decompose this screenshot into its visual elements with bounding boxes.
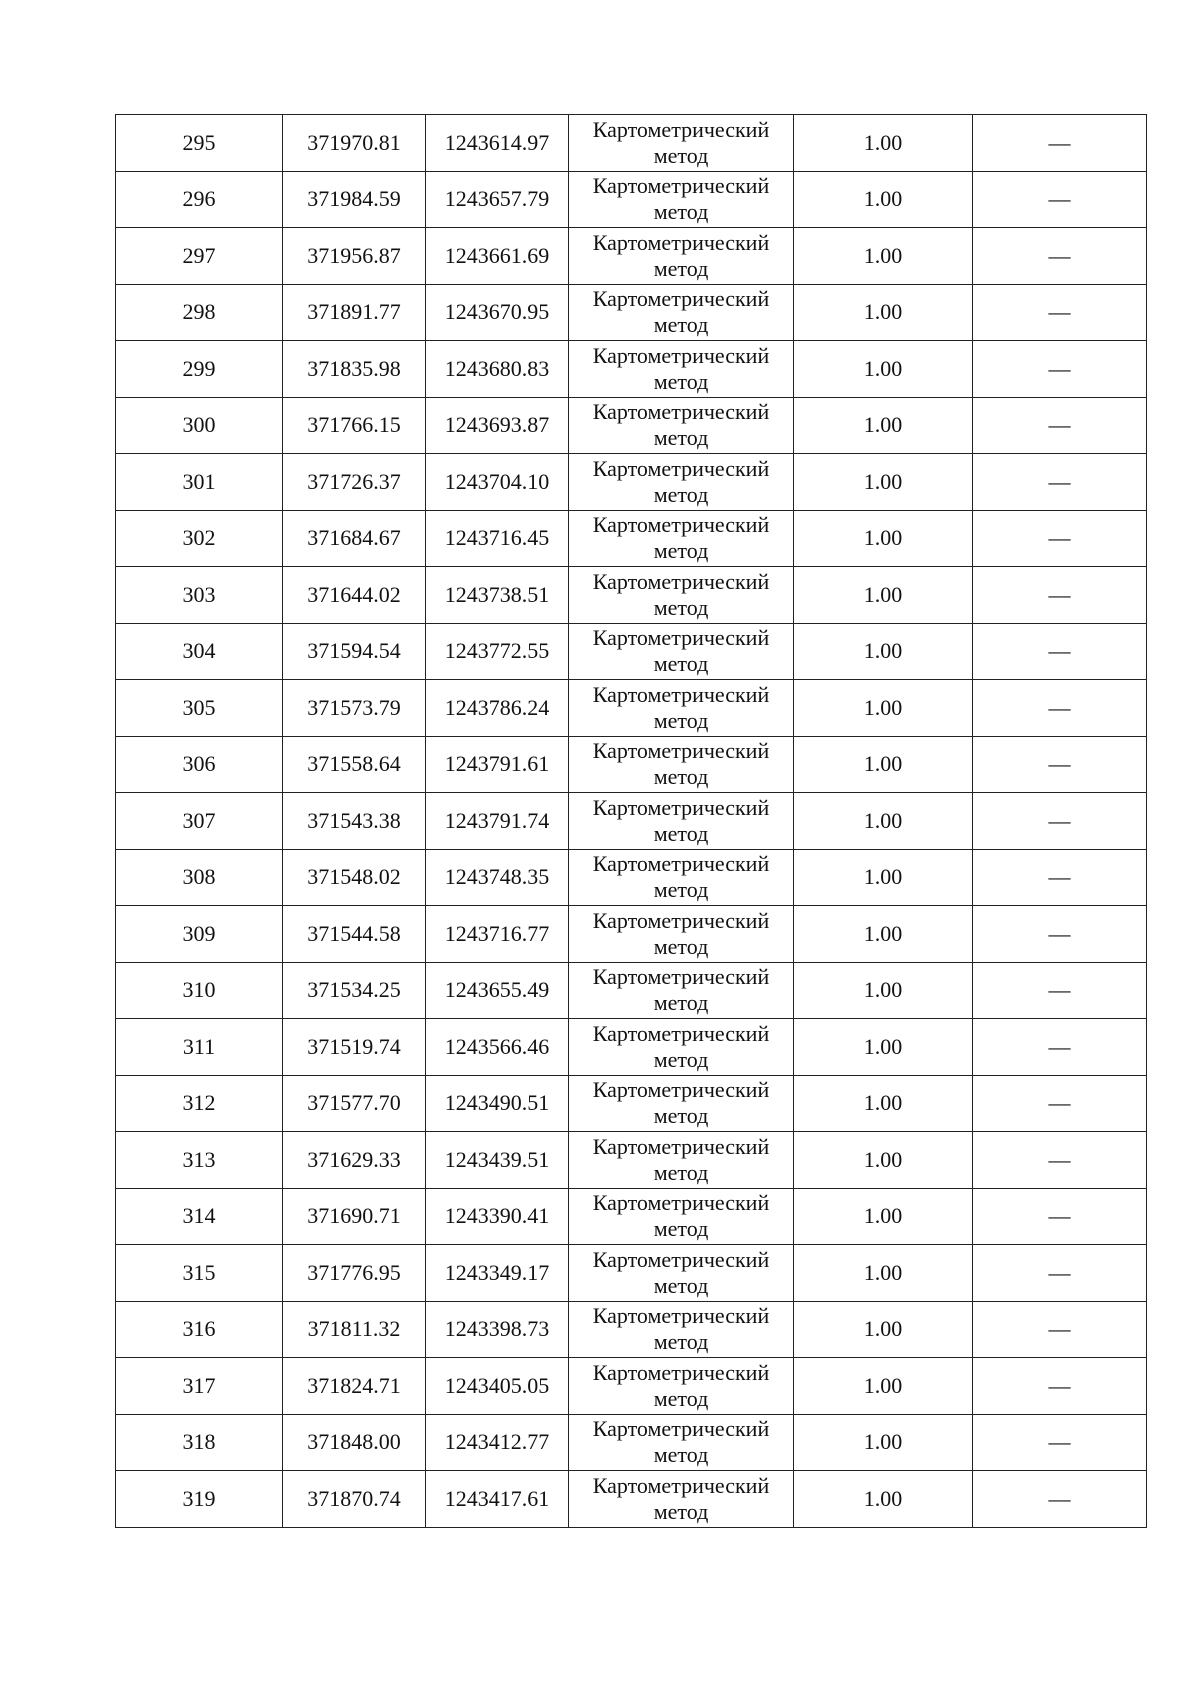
note-cell: — [973,623,1147,680]
accuracy-cell: 1.00 [794,793,973,850]
accuracy-cell: 1.00 [794,1075,973,1132]
accuracy-cell: 1.00 [794,1132,973,1189]
table-row [116,1471,1147,1528]
x-coordinate-cell: 371870.74 [283,1471,426,1528]
note-cell: — [973,1245,1147,1302]
y-coordinate-cell: 1243772.55 [426,623,569,680]
method-cell: Картометрический метод [569,341,794,398]
point-number-cell: 308 [116,849,283,906]
x-coordinate-cell: 371970.81 [283,115,426,172]
table-row [116,284,1147,341]
point-number-cell: 295 [116,115,283,172]
x-coordinate-cell: 371519.74 [283,1019,426,1076]
table-row [116,906,1147,963]
note-cell: — [973,1471,1147,1528]
accuracy-cell: 1.00 [794,1245,973,1302]
method-cell: Картометрический метод [569,680,794,737]
accuracy-cell: 1.00 [794,171,973,228]
note-cell: — [973,397,1147,454]
table-row [116,397,1147,454]
x-coordinate-cell: 371558.64 [283,736,426,793]
x-coordinate-cell: 371766.15 [283,397,426,454]
note-cell: — [973,849,1147,906]
accuracy-cell: 1.00 [794,228,973,285]
method-cell: Картометрический метод [569,115,794,172]
accuracy-cell: 1.00 [794,567,973,624]
y-coordinate-cell: 1243748.35 [426,849,569,906]
table-row [116,1301,1147,1358]
note-cell: — [973,1188,1147,1245]
point-number-cell: 296 [116,171,283,228]
y-coordinate-cell: 1243439.51 [426,1132,569,1189]
x-coordinate-cell: 371835.98 [283,341,426,398]
table-row [116,1188,1147,1245]
accuracy-cell: 1.00 [794,1019,973,1076]
y-coordinate-cell: 1243680.83 [426,341,569,398]
note-cell: — [973,680,1147,737]
note-cell: — [973,341,1147,398]
table-body [116,115,1147,1528]
x-coordinate-cell: 371548.02 [283,849,426,906]
point-number-cell: 319 [116,1471,283,1528]
point-number-cell: 298 [116,284,283,341]
y-coordinate-cell: 1243661.69 [426,228,569,285]
method-cell: Картометрический метод [569,1245,794,1302]
method-cell: Картометрический метод [569,962,794,1019]
point-number-cell: 316 [116,1301,283,1358]
x-coordinate-cell: 371891.77 [283,284,426,341]
note-cell: — [973,567,1147,624]
y-coordinate-cell: 1243405.05 [426,1358,569,1415]
point-number-cell: 305 [116,680,283,737]
point-number-cell: 313 [116,1132,283,1189]
note-cell: — [973,962,1147,1019]
y-coordinate-cell: 1243412.77 [426,1414,569,1471]
accuracy-cell: 1.00 [794,1188,973,1245]
point-number-cell: 310 [116,962,283,1019]
accuracy-cell: 1.00 [794,454,973,511]
table-row [116,341,1147,398]
note-cell: — [973,1132,1147,1189]
method-cell: Картометрический метод [569,1471,794,1528]
point-number-cell: 317 [116,1358,283,1415]
method-cell: Картометрический метод [569,567,794,624]
point-number-cell: 299 [116,341,283,398]
note-cell: — [973,1075,1147,1132]
method-cell: Картометрический метод [569,284,794,341]
method-cell: Картометрический метод [569,171,794,228]
table-row [116,510,1147,567]
x-coordinate-cell: 371573.79 [283,680,426,737]
y-coordinate-cell: 1243655.49 [426,962,569,1019]
y-coordinate-cell: 1243791.74 [426,793,569,850]
x-coordinate-cell: 371644.02 [283,567,426,624]
y-coordinate-cell: 1243614.97 [426,115,569,172]
point-number-cell: 304 [116,623,283,680]
table-row [116,736,1147,793]
method-cell: Картометрический метод [569,849,794,906]
point-number-cell: 306 [116,736,283,793]
y-coordinate-cell: 1243786.24 [426,680,569,737]
method-cell: Картометрический метод [569,1019,794,1076]
x-coordinate-cell: 371629.33 [283,1132,426,1189]
point-number-cell: 311 [116,1019,283,1076]
coordinates-table [115,114,1147,1528]
x-coordinate-cell: 371956.87 [283,228,426,285]
method-cell: Картометрический метод [569,906,794,963]
x-coordinate-cell: 371543.38 [283,793,426,850]
accuracy-cell: 1.00 [794,397,973,454]
x-coordinate-cell: 371848.00 [283,1414,426,1471]
note-cell: — [973,284,1147,341]
x-coordinate-cell: 371811.32 [283,1301,426,1358]
method-cell: Картометрический метод [569,228,794,285]
accuracy-cell: 1.00 [794,1414,973,1471]
accuracy-cell: 1.00 [794,1471,973,1528]
y-coordinate-cell: 1243390.41 [426,1188,569,1245]
method-cell: Картометрический метод [569,736,794,793]
note-cell: — [973,115,1147,172]
x-coordinate-cell: 371577.70 [283,1075,426,1132]
accuracy-cell: 1.00 [794,736,973,793]
table-row [116,849,1147,906]
point-number-cell: 297 [116,228,283,285]
method-cell: Картометрический метод [569,454,794,511]
x-coordinate-cell: 371824.71 [283,1358,426,1415]
table-row [116,1075,1147,1132]
table-row [116,171,1147,228]
method-cell: Картометрический метод [569,1188,794,1245]
method-cell: Картометрический метод [569,1132,794,1189]
x-coordinate-cell: 371544.58 [283,906,426,963]
y-coordinate-cell: 1243716.45 [426,510,569,567]
table-row [116,1414,1147,1471]
y-coordinate-cell: 1243670.95 [426,284,569,341]
point-number-cell: 302 [116,510,283,567]
accuracy-cell: 1.00 [794,284,973,341]
method-cell: Картометрический метод [569,793,794,850]
table-row [116,454,1147,511]
table-row [116,1245,1147,1302]
note-cell: — [973,793,1147,850]
note-cell: — [973,171,1147,228]
x-coordinate-cell: 371726.37 [283,454,426,511]
table-row [116,623,1147,680]
point-number-cell: 314 [116,1188,283,1245]
point-number-cell: 318 [116,1414,283,1471]
x-coordinate-cell: 371776.95 [283,1245,426,1302]
note-cell: — [973,1301,1147,1358]
x-coordinate-cell: 371984.59 [283,171,426,228]
table-row [116,962,1147,1019]
y-coordinate-cell: 1243693.87 [426,397,569,454]
method-cell: Картометрический метод [569,1075,794,1132]
accuracy-cell: 1.00 [794,1358,973,1415]
point-number-cell: 315 [116,1245,283,1302]
x-coordinate-cell: 371534.25 [283,962,426,1019]
accuracy-cell: 1.00 [794,962,973,1019]
x-coordinate-cell: 371690.71 [283,1188,426,1245]
method-cell: Картометрический метод [569,1414,794,1471]
method-cell: Картометрический метод [569,1358,794,1415]
x-coordinate-cell: 371684.67 [283,510,426,567]
method-cell: Картометрический метод [569,510,794,567]
note-cell: — [973,228,1147,285]
accuracy-cell: 1.00 [794,623,973,680]
note-cell: — [973,1019,1147,1076]
point-number-cell: 312 [116,1075,283,1132]
point-number-cell: 301 [116,454,283,511]
table-row [116,228,1147,285]
note-cell: — [973,1414,1147,1471]
accuracy-cell: 1.00 [794,115,973,172]
point-number-cell: 303 [116,567,283,624]
y-coordinate-cell: 1243417.61 [426,1471,569,1528]
y-coordinate-cell: 1243704.10 [426,454,569,511]
table-row [116,1132,1147,1189]
y-coordinate-cell: 1243657.79 [426,171,569,228]
accuracy-cell: 1.00 [794,341,973,398]
table-row [116,680,1147,737]
accuracy-cell: 1.00 [794,510,973,567]
accuracy-cell: 1.00 [794,849,973,906]
y-coordinate-cell: 1243490.51 [426,1075,569,1132]
method-cell: Картометрический метод [569,1301,794,1358]
point-number-cell: 309 [116,906,283,963]
table-row [116,793,1147,850]
accuracy-cell: 1.00 [794,1301,973,1358]
y-coordinate-cell: 1243791.61 [426,736,569,793]
table-row [116,1358,1147,1415]
point-number-cell: 307 [116,793,283,850]
point-number-cell: 300 [116,397,283,454]
table-row [116,115,1147,172]
y-coordinate-cell: 1243566.46 [426,1019,569,1076]
accuracy-cell: 1.00 [794,906,973,963]
x-coordinate-cell: 371594.54 [283,623,426,680]
y-coordinate-cell: 1243716.77 [426,906,569,963]
note-cell: — [973,510,1147,567]
table-row [116,1019,1147,1076]
note-cell: — [973,1358,1147,1415]
note-cell: — [973,736,1147,793]
y-coordinate-cell: 1243398.73 [426,1301,569,1358]
y-coordinate-cell: 1243349.17 [426,1245,569,1302]
y-coordinate-cell: 1243738.51 [426,567,569,624]
note-cell: — [973,454,1147,511]
method-cell: Картометрический метод [569,397,794,454]
table-row [116,567,1147,624]
accuracy-cell: 1.00 [794,680,973,737]
note-cell: — [973,906,1147,963]
method-cell: Картометрический метод [569,623,794,680]
